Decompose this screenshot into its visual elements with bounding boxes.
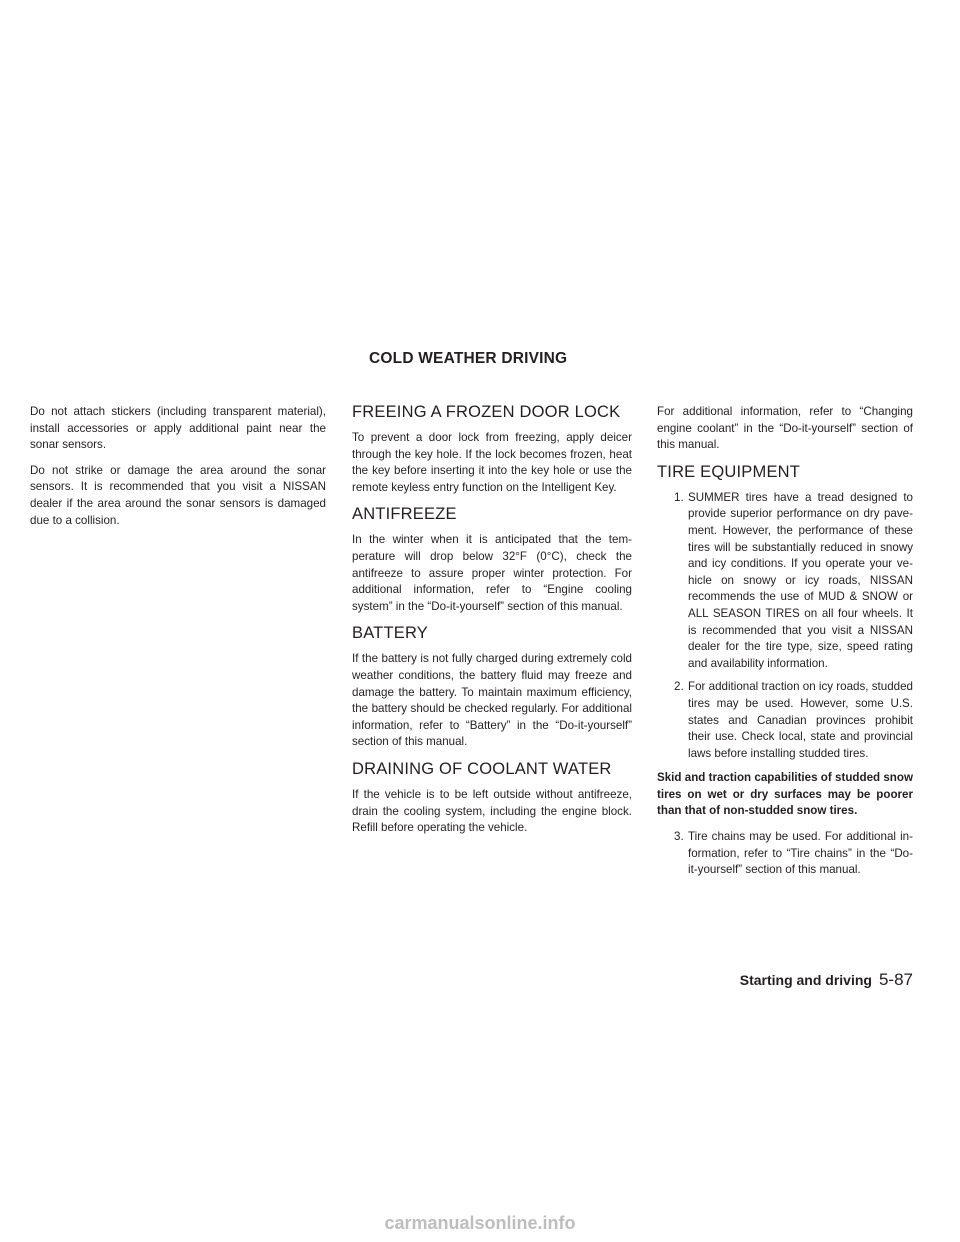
list-item	[657, 679, 913, 762]
freeing-door-lock-body: To prevent a door lock from freezing, apply deicer through the key hole. If the lock becomes frozen, heat the key before inserting it into the key hole or use the remote keyless entry function on the Intelligent Key.	[352, 431, 632, 494]
page-footer	[740, 970, 913, 990]
battery-body: If the battery is not fully charged during extremely cold weather conditions, the battery fluid may freeze and damage the battery. To maintain maximum efficiency, the battery should be checked regularly. For additional information, refer to “Battery” in the “Do-it-yourself” section of this manual.	[352, 652, 632, 749]
heading-draining-coolant: DRAINING OF COOLANT WATER	[352, 759, 612, 778]
antifreeze-body: In the winter when it is anticipated that the temperature will drop below 32°F (0°C), check the antifreeze to assure proper winter protection. For additional information, refer to “Engine cooling system” in the “Do-it-yourself” section of this manual.	[352, 533, 632, 613]
heading-antifreeze: ANTIFREEZE	[352, 505, 457, 524]
list-item-text: For additional traction on icy roads, studded tires may be used. However, some U.S. states and Canadian provinces prohibit their use. Check local, state and provincial laws before installing studded tires.	[688, 680, 913, 760]
section-title: COLD WEATHER DRIVING	[369, 350, 568, 367]
list-item-number: 1.	[674, 490, 684, 504]
draining-coolant-body: If the vehicle is to be left outside without antifreeze, drain the cooling system, including the engine block. Refill before operating the vehicle.	[352, 787, 632, 835]
list-item	[657, 829, 913, 879]
column-right	[657, 404, 913, 887]
sticker-warning-paragraph: Do not attach stickers (including transparent material), install accessories or apply additional paint near the sonar sensors.	[30, 405, 326, 452]
watermark: carmanualsonline.info	[384, 1213, 576, 1233]
list-item-text: Tire chains may be used. For additional information, refer to “Tire chains” in the “Do-it-yourself” section of this manual.	[688, 830, 913, 877]
tire-list	[657, 490, 913, 763]
footer-section-title: Starting and driving	[739, 972, 872, 988]
column-middle	[352, 404, 632, 846]
list-item-text: SUMMER tires have a tread designed to provide superior performance on dry pavement. However, the performance of these tires will be substantially reduced in snowy and icy conditions. If you operate your vehicle on snowy or icy roads, NISSAN recommends the use of MUD & SNOW or ALL SEASON TIRES on all four wheels. It is recommended that you visit a NISSAN dealer for the tire type, size, speed rating and availability information.	[688, 490, 913, 670]
heading-tire-equipment: TIRE EQUIPMENT	[657, 462, 801, 481]
sonar-damage-paragraph: Do not strike or damage the area around the sonar sensors. It is recommended that you visit a NISSAN dealer if the area around the sonar sensors is damaged due to a collision.	[30, 463, 326, 527]
heading-freeing-door-lock: FREEING A FROZEN DOOR LOCK	[352, 403, 621, 421]
list-item-number: 3.	[674, 830, 684, 844]
heading-battery: BATTERY	[352, 624, 428, 643]
tire-list-continued	[657, 829, 913, 879]
studded-tires-warning: Skid and traction capabilities of studded snow tires on wet or dry surfaces may be poorer than that of non-studded snow tires.	[657, 771, 913, 818]
list-item	[657, 490, 913, 673]
column-left	[30, 404, 326, 538]
page-number: 5-87	[878, 970, 913, 989]
list-item-number: 2.	[674, 680, 684, 694]
coolant-reference-paragraph: For additional information, refer to “Changing engine coolant” in the “Do-it-yourself” section of this manual.	[657, 405, 913, 452]
